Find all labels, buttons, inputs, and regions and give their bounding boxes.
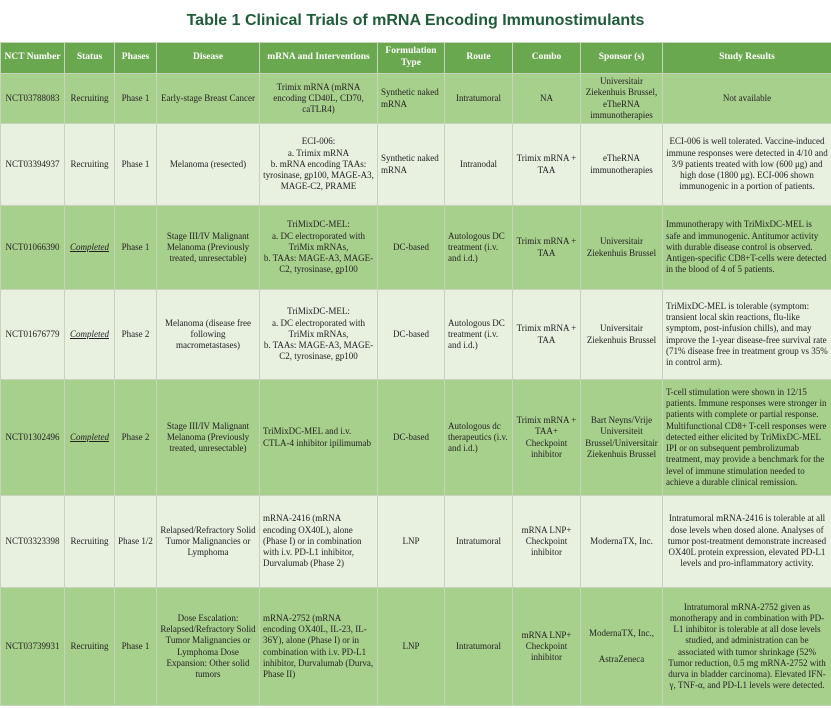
sponsor: Universitair Ziekenhuis Brussel [581, 206, 663, 290]
mrna-interventions: mRNA-2752 (mRNA encoding OX40L, IL-23, IL-36Y), alone (Phase I) or in combination with i.v. PD-L1 inhibitor, Durvalumab (Durva, Phase II) [260, 588, 378, 706]
phase: Phase 2 [115, 290, 157, 380]
route: Intranodal [445, 124, 513, 206]
phase: Phase 1/2 [115, 496, 157, 588]
table-title: Table 1 Clinical Trials of mRNA Encoding Immunostimulants [186, 12, 645, 29]
phase: Phase 1 [115, 588, 157, 706]
mrna-line: a. DC electroporated with TriMix mRNAs, [272, 230, 365, 252]
study-results: Intratumoral mRNA-2416 is tolerable at all dose levels when dosed alone. Analyses of tumor post-treatment demonstrate increased OX40L protein expression, elevated PD-L1 levels and pro-inflammatory activity. [663, 496, 831, 588]
formulation-type: Synthetic naked mRNA [378, 124, 445, 206]
table-row [1, 74, 831, 124]
formulation-type: DC-based [378, 290, 445, 380]
combo: Trimix mRNA + TAA [513, 206, 581, 290]
formulation-type: LNP [378, 588, 445, 706]
status: Completed [65, 380, 115, 496]
combo: Trimix mRNA + TAA [513, 290, 581, 380]
disease: Early-stage Breast Cancer [157, 74, 260, 124]
mrna-line: a. DC electroporated with TriMix mRNAs, [272, 317, 365, 339]
nct-number: NCT03394937 [1, 124, 65, 206]
nct-number: NCT03323398 [1, 496, 65, 588]
disease: Stage III/IV Malignant Melanoma (Previously treated, unresectable) [157, 206, 260, 290]
table-row [1, 206, 831, 290]
sponsor: Universitair Ziekenhuis Brussel [581, 290, 663, 380]
header-combo: Combo [513, 43, 581, 74]
header-route: Route [445, 43, 513, 74]
formulation-type: DC-based [378, 380, 445, 496]
sponsor [581, 588, 663, 706]
sponsor-line: ModernaTX, Inc., [589, 628, 654, 639]
study-results: T-cell stimulation were shown in 12/15 patients. Immune responses were stronger in patients with complete or partial response. Multifunctional CD8+ T-cell responses were detected either elicited by TriMixDC-MEL IPI or on subsequent pembrolizumab treatment, may provide a benchmark for the level of immune stimulation needed to achieve a durable clinical remission. [663, 380, 831, 496]
table-row [1, 496, 831, 588]
header-row [1, 43, 831, 74]
sponsor: ModernaTX, Inc. [581, 496, 663, 588]
sponsor-line: AstraZeneca [598, 653, 645, 664]
mrna-line: b. mRNA encoding TAAs: tyrosinase, gp100, MAGE-A3, MAGE-C2, PRAME [263, 158, 374, 192]
mrna-interventions: Trimix mRNA (mRNA encoding CD40L, CD70, caTLR4) [260, 74, 378, 124]
mrna-interventions: TriMixDC-MEL and i.v. CTLA-4 inhibitor ipilimumab [260, 380, 378, 496]
header-nct: NCT Number [1, 43, 65, 74]
mrna-interventions [260, 124, 378, 206]
route: Intratumoral [445, 74, 513, 124]
status: Recruiting [65, 74, 115, 124]
route: Autologous DC treatment (i.v. and i.d.) [445, 290, 513, 380]
study-results: Intratumoral mRNA-2752 given as monotherapy and in combination with PD-L1 inhibitor is tolerable at all dose levels studied, and administration can be associated with tumor shrinkage (52% Tumor reduction, 0.5 mg mRNA-2752 with durva in bladder carcinoma). Elevated IFN-γ, TNF-α, and PD-L1 levels were detected. [663, 588, 831, 706]
table-row [1, 380, 831, 496]
header-mrna: mRNA and Interventions [260, 43, 378, 74]
nct-number: NCT01676779 [1, 290, 65, 380]
disease: Melanoma (resected) [157, 124, 260, 206]
status: Completed [65, 290, 115, 380]
study-results: Immunotherapy with TriMixDC-MEL is safe and immunogenic. Antitumor activity with durable disease control is observed. Antigen-specific CD8+T-cells were detected in the blood of 4 of 5 patients. [663, 206, 831, 290]
header-disease: Disease [157, 43, 260, 74]
combo: Trimix mRNA + TAA [513, 124, 581, 206]
nct-number: NCT03788083 [1, 74, 65, 124]
route: Intratumoral [445, 588, 513, 706]
route: Autologous dc therapeutics (i.v. and i.d.) [445, 380, 513, 496]
nct-number: NCT03739931 [1, 588, 65, 706]
mrna-line: b. TAAs: MAGE-A3, MAGE-C2, tyrosinase, gp100 [263, 253, 374, 275]
status: Recruiting [65, 124, 115, 206]
formulation-type: DC-based [378, 206, 445, 290]
study-results: Not available [663, 74, 831, 124]
mrna-interventions: mRNA-2416 (mRNA encoding OX40L), alone (Phase I) or in combination with i.v. PD-L1 inhibitor, Durvalumab (Phase 2) [260, 496, 378, 588]
header-status: Status [65, 43, 115, 74]
status: Completed [65, 206, 115, 290]
mrna-line: ECI-006: [301, 136, 336, 147]
combo: mRNA LNP+ Checkpoint inhibitor [513, 588, 581, 706]
formulation-type: LNP [378, 496, 445, 588]
formulation-type: Synthetic naked mRNA [378, 74, 445, 124]
phase: Phase 1 [115, 206, 157, 290]
table-row [1, 588, 831, 706]
mrna-interventions [260, 206, 378, 290]
nct-number: NCT01066390 [1, 206, 65, 290]
clinical-trials-table [0, 42, 831, 706]
mrna-line: a. Trimix mRNA [287, 147, 350, 158]
sponsor: Bart Neyns/Vrije Universiteit Brussel/Universitair Ziekenhuis Brussel [581, 380, 663, 496]
table-row [1, 124, 831, 206]
route: Intratumoral [445, 496, 513, 588]
combo: NA [513, 74, 581, 124]
header-results: Study Results [663, 43, 831, 74]
mrna-line: TriMixDC-MEL: [287, 219, 350, 230]
status: Recruiting [65, 588, 115, 706]
phase: Phase 2 [115, 380, 157, 496]
header-sponsor: Sponsor (s) [581, 43, 663, 74]
mrna-interventions [260, 290, 378, 380]
header-formulation: Formulation Type [378, 43, 445, 74]
disease: Dose Escalation: Relapsed/Refractory Solid Tumor Malignancies or Lymphoma Dose Expansion: Other solid tumors [157, 588, 260, 706]
table-row [1, 290, 831, 380]
disease: Melanoma (disease free following macrometastases) [157, 290, 260, 380]
mrna-line: b. TAAs: MAGE-A3, MAGE-C2, tyrosinase, gp100 [263, 340, 374, 362]
combo: Trimix mRNA + TAA+ Checkpoint inhibitor [513, 380, 581, 496]
sponsor: Universitair Ziekenhuis Brussel, eTheRNA immunotherapies [581, 74, 663, 124]
mrna-line: TriMixDC-MEL: [287, 306, 350, 317]
study-results: TriMixDC-MEL is tolerable (symptom: transient local skin reactions, flu-like symptom, post-infusion chills), and may improve the 1-year disease-free survival rate (71% disease free in treatment group vs 35% in control arm). [663, 290, 831, 380]
header-phases: Phases [115, 43, 157, 74]
sponsor: eTheRNA immunotherapies [581, 124, 663, 206]
nct-number: NCT01302496 [1, 380, 65, 496]
phase: Phase 1 [115, 74, 157, 124]
disease: Relapsed/Refractory Solid Tumor Malignancies or Lymphoma [157, 496, 260, 588]
phase: Phase 1 [115, 124, 157, 206]
route: Autologous DC treatment (i.v. and i.d.) [445, 206, 513, 290]
combo: mRNA LNP+ Checkpoint inhibitor [513, 496, 581, 588]
study-results: ECI-006 is well tolerated. Vaccine-induced immune responses were detected in 4/10 and 3/9 patients treated with low (600 μg) and high dose (1800 μg). ECI-006 shown immunogenic in a portion of patients. [663, 124, 831, 206]
status: Recruiting [65, 496, 115, 588]
disease: Stage III/IV Malignant Melanoma (Previously treated, unresectable) [157, 380, 260, 496]
